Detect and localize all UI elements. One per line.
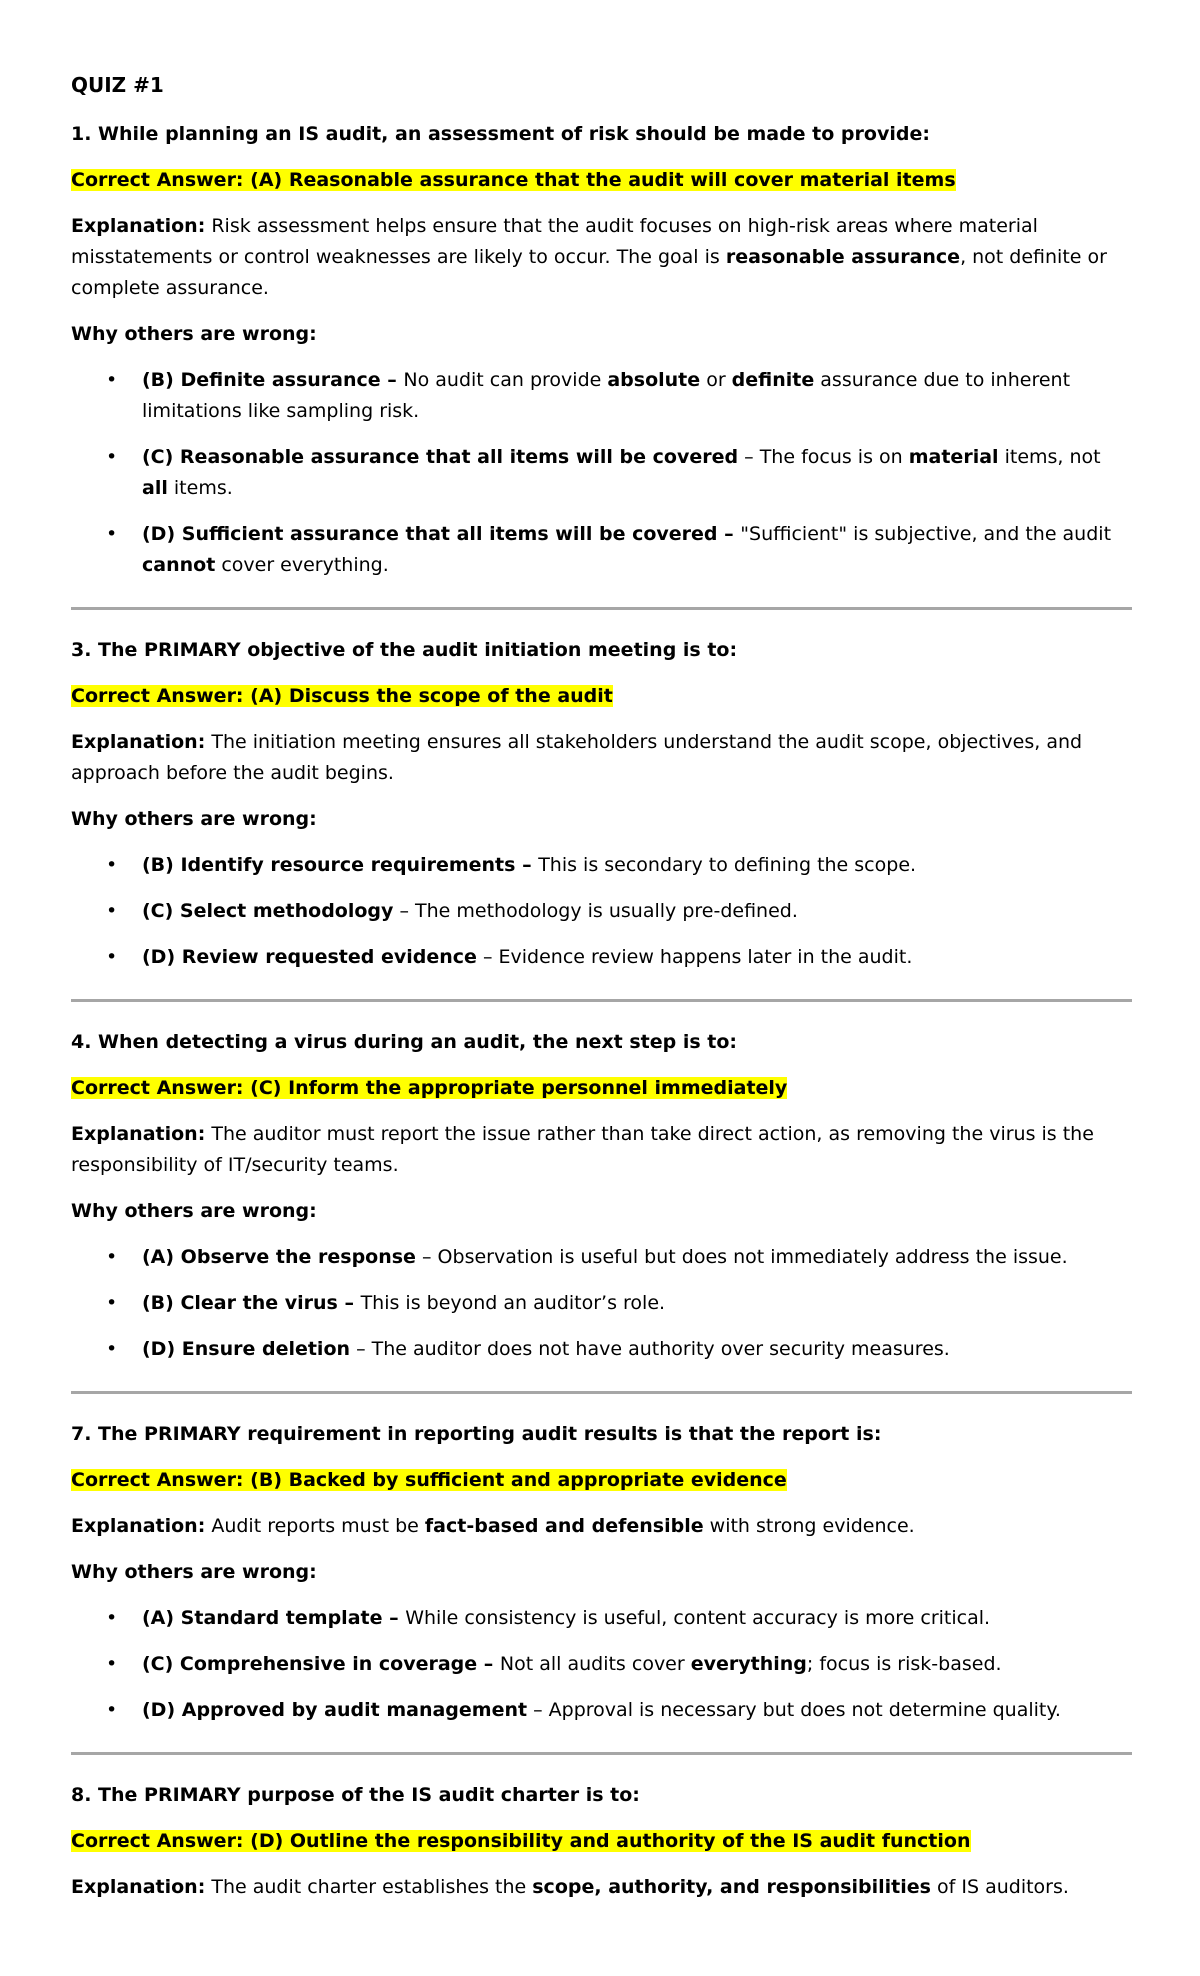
correct-answer-text: (B) Backed by sufficient and appropriate evidence [250, 1469, 787, 1491]
option-label: (B) Clear the virus [142, 1292, 338, 1314]
explanation-emphasis: fact-based and defensible [424, 1515, 704, 1537]
option-label: (A) Observe the response [142, 1246, 416, 1268]
wrong-option [71, 896, 1132, 927]
option-reason: items. [167, 477, 233, 499]
option-separator: – [477, 1653, 500, 1675]
option-reason: This is beyond an auditor’s role. [360, 1292, 666, 1314]
option-separator: – [738, 446, 760, 468]
wrong-options-list [71, 1242, 1132, 1365]
option-label: (D) Sufficient assurance that all items will be covered [142, 523, 718, 545]
wrong-options-list [71, 850, 1132, 973]
option-reason: Approval is necessary but does not determine quality. [548, 1699, 1061, 1721]
option-emphasis: material [908, 446, 999, 468]
option-reason: ; focus is risk-based. [806, 1653, 1002, 1675]
correct-answer-highlight [71, 685, 613, 707]
option-reason: The focus is on [759, 446, 909, 468]
correct-answer-text: (A) Discuss the scope of the audit [250, 685, 613, 707]
option-reason: "Sufficient" is subjective, and the audit [740, 523, 1112, 545]
bullet: • [106, 900, 118, 922]
quiz-title: QUIZ #1 [71, 73, 164, 97]
explanation-text: The auditor must report the issue rather than take direct action, as removing the virus is the responsibility of IT/security teams. [71, 1123, 1094, 1176]
explanation-text: of IS auditors. [930, 1876, 1069, 1898]
correct-answer-label: Correct Answer: [71, 1469, 251, 1491]
option-reason: The auditor does not have authority over security measures. [371, 1338, 950, 1360]
wrong-option [71, 1649, 1132, 1680]
option-label: (C) Select methodology [142, 900, 394, 922]
correct-answer [71, 1826, 1132, 1857]
option-separator: – [382, 1607, 406, 1629]
explanation-text: , not definite or complete assurance. [71, 246, 1107, 299]
option-reason: Observation is useful but does not immediately address the issue. [437, 1246, 1068, 1268]
option-separator: – [717, 523, 741, 545]
wrong-option [71, 365, 1132, 427]
question-block-7 [71, 1419, 1132, 1726]
option-reason: Not all audits cover [499, 1653, 691, 1675]
bullet: • [106, 946, 118, 968]
option-label: (C) Reasonable assurance that all items will be covered [142, 446, 739, 468]
why-others-wrong-heading: Why others are wrong: [71, 808, 317, 830]
option-separator: – [515, 854, 539, 876]
wrong-option [71, 519, 1132, 581]
option-label: (D) Approved by audit management [142, 1699, 528, 1721]
option-reason: Evidence review happens later in the audit. [498, 946, 913, 968]
question-block-1 [71, 119, 1132, 581]
correct-answer [71, 1073, 1132, 1104]
option-emphasis: all [142, 477, 168, 499]
correct-answer-text: (C) Inform the appropriate personnel immediately [250, 1077, 788, 1099]
bullet: • [106, 446, 118, 468]
correct-answer-label: Correct Answer: [71, 169, 251, 191]
explanation-label: Explanation: [71, 215, 206, 237]
why-others-wrong-heading: Why others are wrong: [71, 1200, 317, 1222]
option-label: (B) Identify resource requirements [142, 854, 516, 876]
option-separator: – [527, 1699, 549, 1721]
explanation-label: Explanation: [71, 1876, 206, 1898]
correct-answer-text: (D) Outline the responsibility and authority of the IS audit function [250, 1830, 971, 1852]
bullet: • [106, 1338, 118, 1360]
correct-answer [71, 165, 1132, 196]
correct-answer-text: (A) Reasonable assurance that the audit will cover material items [250, 169, 956, 191]
question-text: 8. The PRIMARY purpose of the IS audit charter is to: [71, 1784, 640, 1806]
correct-answer-label: Correct Answer: [71, 1830, 251, 1852]
option-reason: or [700, 369, 732, 391]
section-divider [71, 1752, 1132, 1755]
wrong-option [71, 1695, 1132, 1726]
option-reason: While consistency is useful, content accuracy is more critical. [405, 1607, 991, 1629]
wrong-options-list [71, 1603, 1132, 1726]
correct-answer-highlight [71, 169, 956, 191]
option-reason: No audit can provide [403, 369, 608, 391]
explanation [71, 727, 1132, 789]
wrong-option [71, 1242, 1132, 1273]
option-reason: assurance due to inherent limitations like sampling risk. [142, 369, 1071, 422]
option-label: (B) Definite assurance [142, 369, 381, 391]
option-emphasis: absolute [607, 369, 701, 391]
wrong-option [71, 1603, 1132, 1634]
option-emphasis: definite [731, 369, 815, 391]
explanation-text: Risk assessment helps ensure that the audit focuses on high-risk areas where material misstatements or control weaknesses are likely to occur. The goal is [71, 215, 1038, 268]
question-text: 4. When detecting a virus during an audit, the next step is to: [71, 1031, 738, 1053]
explanation-label: Explanation: [71, 1123, 206, 1145]
option-separator: – [337, 1292, 361, 1314]
bullet: • [106, 854, 118, 876]
why-others-wrong-heading: Why others are wrong: [71, 323, 317, 345]
option-reason: items, not [998, 446, 1101, 468]
why-others-wrong-heading: Why others are wrong: [71, 1561, 317, 1583]
correct-answer-highlight [71, 1830, 971, 1852]
section-divider [71, 1391, 1132, 1394]
option-label: (D) Review requested evidence [142, 946, 477, 968]
bullet: • [106, 369, 118, 391]
wrong-option [71, 850, 1132, 881]
option-reason: This is secondary to defining the scope. [538, 854, 917, 876]
option-reason: cover everything. [215, 554, 389, 576]
explanation-text: Audit reports must be [205, 1515, 425, 1537]
question-block-8 [71, 1780, 1132, 1903]
option-emphasis: everything [690, 1653, 807, 1675]
explanation-text: The audit charter establishes the [205, 1876, 533, 1898]
correct-answer-highlight [71, 1469, 787, 1491]
option-label: (D) Ensure deletion [142, 1338, 351, 1360]
question-text: 3. The PRIMARY objective of the audit initiation meeting is to: [71, 639, 738, 661]
explanation-label: Explanation: [71, 731, 206, 753]
explanation-emphasis: reasonable assurance [725, 246, 961, 268]
bullet: • [106, 1699, 118, 1721]
option-separator: – [380, 369, 404, 391]
bullet: • [106, 1607, 118, 1629]
explanation-text: with strong evidence. [703, 1515, 915, 1537]
option-reason: The methodology is usually pre-defined. [415, 900, 798, 922]
explanation [71, 1511, 1132, 1542]
correct-answer [71, 681, 1132, 712]
section-divider [71, 999, 1132, 1002]
option-label: (C) Comprehensive in coverage [142, 1653, 478, 1675]
explanation [71, 1119, 1132, 1181]
question-text: 1. While planning an IS audit, an assessment of risk should be made to provide: [71, 123, 930, 145]
correct-answer-label: Correct Answer: [71, 685, 251, 707]
correct-answer-label: Correct Answer: [71, 1077, 251, 1099]
question-block-4 [71, 1027, 1132, 1365]
option-label: (A) Standard template [142, 1607, 383, 1629]
explanation-label: Explanation: [71, 1515, 206, 1537]
correct-answer [71, 1465, 1132, 1496]
explanation-text: The initiation meeting ensures all stakeholders understand the audit scope, objectives, and approach before the audit begins. [71, 731, 1083, 784]
option-emphasis: cannot [142, 554, 216, 576]
explanation [71, 211, 1132, 304]
explanation [71, 1872, 1132, 1903]
question-block-3 [71, 635, 1132, 973]
wrong-option [71, 442, 1132, 504]
option-separator: – [393, 900, 416, 922]
wrong-option [71, 942, 1132, 973]
bullet: • [106, 1246, 118, 1268]
section-divider [71, 607, 1132, 610]
explanation-emphasis: scope, authority, and responsibilities [532, 1876, 931, 1898]
bullet: • [106, 1653, 118, 1675]
wrong-option [71, 1288, 1132, 1319]
option-separator: – [350, 1338, 372, 1360]
correct-answer-highlight [71, 1077, 787, 1099]
option-separator: – [415, 1246, 438, 1268]
wrong-option [71, 1334, 1132, 1365]
option-separator: – [476, 946, 499, 968]
wrong-options-list [71, 365, 1132, 581]
question-text: 7. The PRIMARY requirement in reporting audit results is that the report is: [71, 1423, 882, 1445]
bullet: • [106, 523, 118, 545]
bullet: • [106, 1292, 118, 1314]
